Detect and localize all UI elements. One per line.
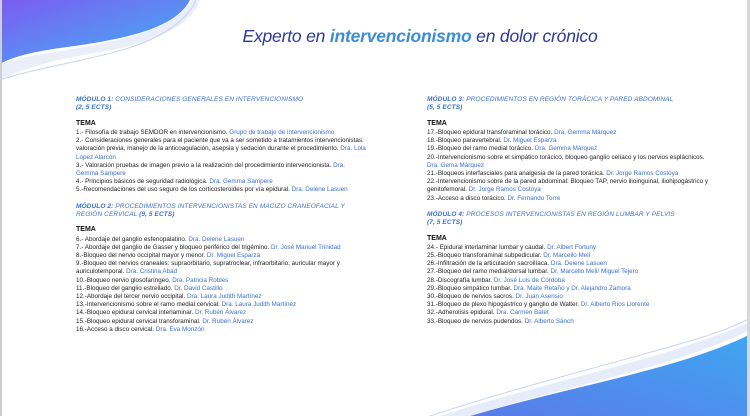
topic-text: 6.- Abordaje del ganglio esfenopalatino. [76, 235, 187, 243]
topic-text: 1.- Filosofía de trabajo SEMDOR en intervencionismo. [76, 129, 228, 137]
heading-part: MÓDULO 3: [427, 96, 465, 103]
list-item [427, 170, 717, 178]
topic-text: 28.-Discografía lumbar. [427, 276, 493, 284]
tema-label: TEMA [427, 234, 447, 242]
topic-text: 4.- Principios básicos de seguridad radiológica. [76, 178, 208, 186]
doctor-name: Dra. Patricia Robles [172, 276, 229, 284]
doctor-name: Dra. Eva Monzón [155, 325, 205, 333]
list-item [427, 178, 717, 194]
heading-part: PROCEDIMIENTOS INTERVENCIONISTAS EN MACIZO CRANEOFACIAL Y REGIÓN CERVICAL [76, 202, 345, 219]
list-item [427, 309, 717, 317]
list-item [427, 252, 717, 260]
module-1 [76, 96, 366, 195]
list-item [427, 137, 717, 145]
list-item [76, 162, 366, 178]
topic-text: 5.-Recomendaciones del uso seguro de los corticosteroides por vía epidural. [76, 186, 290, 194]
doctor-name: Grupo de trabajo de intervencionismo [229, 129, 335, 137]
list-item [76, 244, 366, 252]
topic-text: 7.- Abordaje del ganglio de Gasser y bloqueo periférico del trigémino. [76, 243, 270, 251]
heading-part: MÓDULO 2: [76, 202, 114, 210]
doctor-name: Dra. Gemma Sampere [209, 178, 273, 186]
doctor-name: Dra. Deiene Lasuen [291, 186, 348, 194]
topic-text: 21.-Bloqueos interfasciales para analgesia de la pared torácica. [427, 170, 605, 178]
topic-text: 31.-Bloqueo de plexo hipogástrico y ganglio de Walter. [427, 301, 580, 309]
doctor-name: Dr. Rubén Álvarez [202, 317, 254, 325]
doctor-name: Dra. Lola López Alarcón [76, 145, 366, 161]
list-item [76, 260, 366, 276]
doctor-name: Dr. Jorge Ramos Costoya [606, 170, 679, 178]
tema-label: TEMA [427, 119, 447, 127]
doctor-name: Dr. Miguel Esparza [503, 137, 557, 145]
topic-text: 16.-Acceso a disco cervical. [76, 325, 155, 333]
doctor-name: Dra. Maite Retaño y Dr. Alejandro Zamora [513, 284, 631, 292]
topic-text: 12.-Abordaje del tercer nervio occipital. [76, 293, 186, 301]
module-2 [76, 203, 366, 334]
list-item [76, 178, 366, 186]
list-item [427, 195, 717, 203]
list-item [427, 277, 717, 285]
list-item [427, 244, 717, 252]
left-edge [0, 0, 2, 416]
topic-text: 15.-Bloqueo epidural cervical transforaminal. [76, 317, 201, 325]
topic-text: 20.-Intervencionismo sobre el simpático torácico, bloqueo ganglio celíaco y los nervios esplácnicos. [427, 153, 705, 161]
doctor-name: Dr. Miguel Esparza [206, 252, 261, 260]
heading-part: (7, 5 ECTS) [427, 219, 463, 227]
doctor-name: Dra. Carmen Batet [496, 309, 549, 317]
list-item [76, 129, 366, 137]
doctor-name: Dra. Laura Judith Martínez [221, 301, 297, 309]
topic-text: 17.-Bloqueo epidural transforaminal torácico. [427, 129, 553, 137]
list-item [427, 285, 717, 293]
topic-text: 13.-Intervencionismo sobre el ramo medial cervical. [76, 301, 220, 309]
doctor-name: Dr. Marcello Meli/ Miguel Tejero [550, 268, 639, 276]
doctor-name: Dr. Alberto Ríos Llorente [580, 301, 650, 309]
left-column [76, 96, 366, 334]
heading-part: Experto en [242, 26, 330, 46]
heading-part: MÓDULO 1: [76, 96, 114, 103]
list-item [76, 186, 366, 194]
list-item [76, 318, 366, 326]
list-item [76, 252, 366, 260]
topic-text: 24.- Epidural interlaminar lumbar y caudal. [427, 243, 546, 251]
doctor-name: Dr. Jorge Ramos Costoya [468, 186, 541, 194]
tema-label: TEMA [76, 119, 96, 127]
page-title [160, 26, 680, 47]
topic-text: 25.-Bloqueo transforaminal subpedicular. [427, 252, 542, 260]
doctor-name: Dra. Laura Judith Martínez [186, 293, 262, 301]
module-heading [76, 203, 366, 220]
doctor-name: Dra. Deiene Lasuen [550, 260, 607, 268]
doctor-name: Dr. David Castillo [174, 284, 223, 292]
heading-part: (2, 5 ECTS) [76, 104, 112, 112]
doctor-name: Dr. Juan Asensio [515, 293, 563, 301]
doctor-name: Dr. Alberto Sánch [524, 317, 574, 325]
doctor-name: Dr. Albert Fortuny [547, 243, 597, 251]
module-3 [427, 96, 717, 203]
heading-part: en dolor crónico [471, 26, 598, 46]
doctor-name: Dra. Cristina Abad [126, 268, 178, 276]
list-item [427, 268, 717, 276]
list-item [76, 137, 366, 162]
topic-text: 23.-Acceso a disco torácico. [427, 194, 506, 202]
list-item [76, 326, 366, 334]
list-item [76, 309, 366, 317]
module-heading [76, 96, 366, 113]
list-item [427, 318, 717, 326]
doctor-name: Dr. Rubén Álvarez [195, 309, 247, 317]
list-item [427, 301, 717, 309]
list-item [427, 293, 717, 301]
heading-part: (5, 5 ECTS) [427, 104, 463, 112]
topic-text: 32.-Adherolisis epidural. [427, 309, 495, 317]
right-column [427, 96, 717, 326]
heading-part: CONSIDERACIONES GENERALES EN INTERVENCIONISMO [115, 96, 304, 103]
topic-text: 33.-Bloqueo de nervios pudendos. [427, 317, 523, 325]
tema-label: TEMA [76, 226, 96, 234]
list-item [427, 154, 717, 170]
doctor-name: Dra. Gemma Márquez [534, 145, 598, 153]
topic-text: 8.-Bloqueo del nervio occipital mayor y menor. [76, 252, 206, 260]
list-item [427, 145, 717, 153]
module-4 [427, 211, 717, 326]
doctor-name: Dr. José Manuel Trinidad [270, 243, 341, 251]
doctor-name: Dra. Deiene Lasuen [188, 235, 245, 243]
topic-text: 10.-Bloqueo nervio glosofaríngeo. [76, 276, 171, 284]
topic-text: 29.-Bloqueo simpático lumbar. [427, 284, 512, 292]
list-item [427, 260, 717, 268]
list-item [427, 129, 717, 137]
topic-text: 19.-Bloqueo del ramo medial torácico. [427, 145, 534, 153]
topic-text: 22.-Intervencionismo sobre de la pared abdominal: Bloqueo TAP, nervio ilioinguinal, iliohipogástrico y genitofemoral. [427, 178, 709, 194]
list-item [76, 277, 366, 285]
list-item [76, 285, 366, 293]
module-heading [427, 211, 717, 228]
topic-text: 2.- Consideraciones generales para el paciente que va a ser sometido a tratamientos intervencionistas: valoración previa, manejo de la anticoagulación, asepsia y sedación durante el procedimiento. [76, 137, 364, 153]
doctor-name: Dr. Marcello Meli [543, 252, 591, 260]
doctor-name: Dr. José Luis de Córdoba [493, 276, 565, 284]
topic-text: 26.-Infiltración de la articulación sacroilíaca. [427, 260, 550, 268]
doctor-name: Dra. Gemma Sampere [76, 161, 346, 178]
topic-text: 27.-Bloqueo del ramo medial/dorsal lumbar. [427, 268, 549, 276]
heading-part: (9, 5 ECTS) [139, 211, 175, 219]
heading-part: MÓDULO 4: [427, 210, 465, 218]
doctor-name: Dra. Gemma Márquez [554, 129, 617, 137]
topic-text: 18.-Bloqueo paravertebral. [427, 137, 502, 145]
topic-text: 14.-Bloqueo epidural cervical interlaminar. [76, 309, 194, 317]
doctor-name: Dr. Fernando Torre [507, 194, 561, 202]
module-heading [427, 96, 717, 113]
topic-text: 11.-Bloqueo del ganglio estrellado. [76, 284, 173, 292]
list-item [76, 293, 366, 301]
heading-part: PROCESOS INTERVENCIONISTAS EN REGIÓN LUMBAR Y PELVIS [466, 210, 675, 218]
topic-text: 9.-Bloqueo del nervios craneales: supraorbitario, supratroclear, infraorbitario, auricular mayor y auriculotemporal. [76, 260, 340, 276]
doctor-name: Dra. Gema Márquez [427, 161, 485, 169]
list-item [76, 236, 366, 244]
topic-text: 30.-Bloqueo de nervios sacros. [427, 293, 514, 301]
heading-part: PROCEDIMIENTOS EN REGIÓN TORÁCICA Y PARED ABDOMINAL [466, 96, 674, 103]
title-highlight: intervencionismo [329, 26, 472, 46]
topic-text: 3.- Valoración pruebas de imagen previo a la realización del procedimiento intervencionista. [76, 161, 332, 169]
